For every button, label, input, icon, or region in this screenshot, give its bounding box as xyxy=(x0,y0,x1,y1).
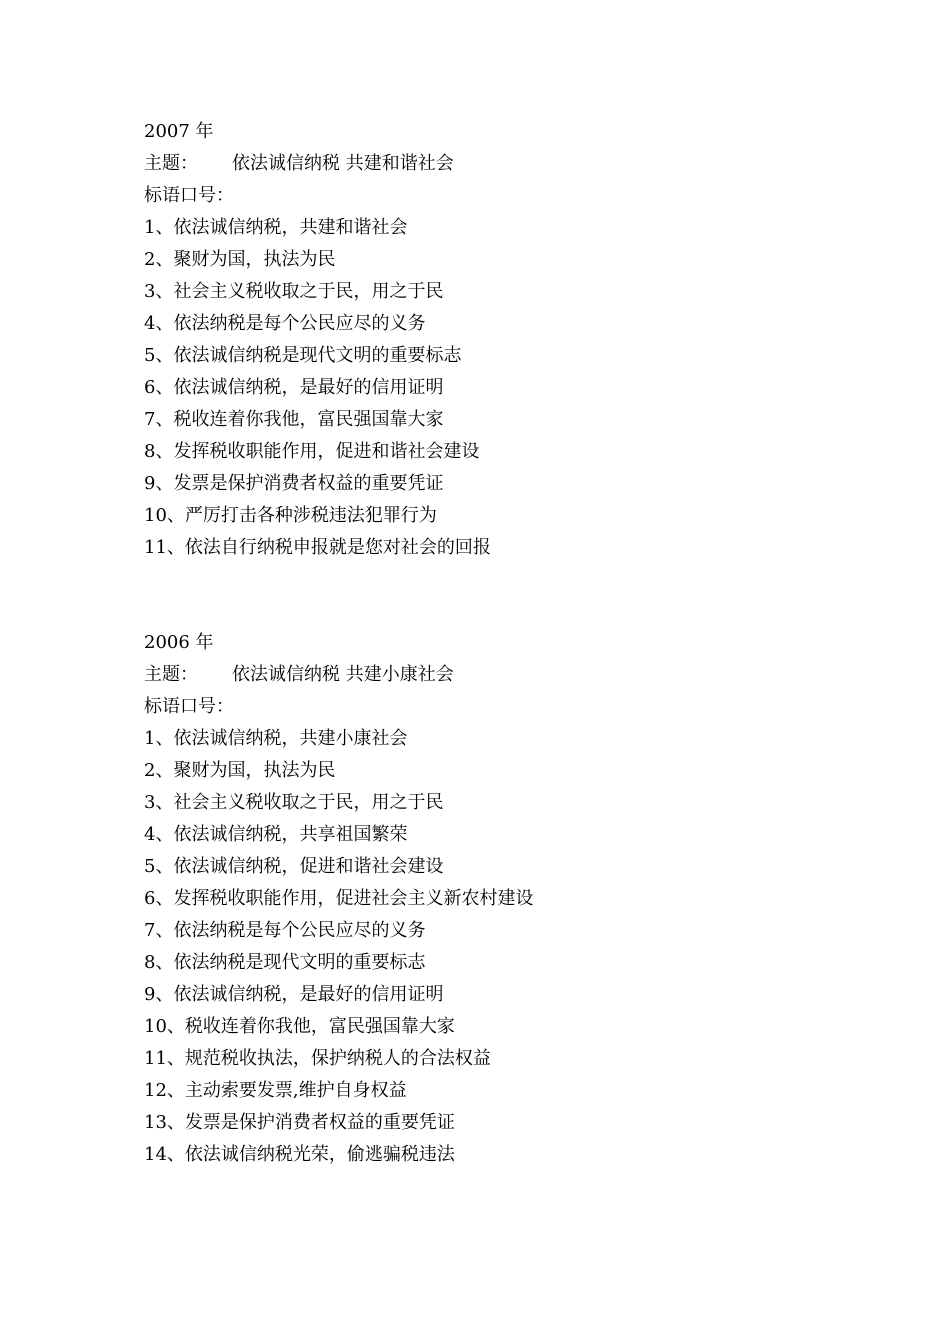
theme-label: 主题： xyxy=(144,153,198,174)
slogan-item: 3、社会主义税收取之于民，用之于民 xyxy=(144,792,444,813)
slogan-item: 6、依法诚信纳税，是最好的信用证明 xyxy=(144,377,444,398)
slogan-item: 11、规范税收执法，保护纳税人的合法权益 xyxy=(144,1048,491,1069)
slogan-item: 3、社会主义税收取之于民，用之于民 xyxy=(144,281,444,302)
slogan-item: 7、依法纳税是每个公民应尽的义务 xyxy=(144,920,426,941)
slogan-list xyxy=(144,723,844,1171)
slogan-item: 10、严厉打击各种涉税违法犯罪行为 xyxy=(144,505,437,526)
slogan-item: 1、依法诚信纳税，共建和谐社会 xyxy=(144,217,408,238)
slogan-item: 7、税收连着你我他，富民强国靠大家 xyxy=(144,409,444,430)
slogan-item: 8、发挥税收职能作用，促进和谐社会建设 xyxy=(144,441,480,462)
slogan-item: 10、税收连着你我他，富民强国靠大家 xyxy=(144,1016,455,1037)
year-heading: 2006 年 xyxy=(144,632,214,653)
theme-line xyxy=(144,659,844,691)
slogan-item: 5、依法诚信纳税，促进和谐社会建设 xyxy=(144,856,444,877)
slogan-item: 11、依法自行纳税申报就是您对社会的回报 xyxy=(144,537,491,558)
theme-text: 依法诚信纳税 共建小康社会 xyxy=(232,664,454,685)
slogan-item: 9、发票是保护消费者权益的重要凭证 xyxy=(144,473,444,494)
slogan-item: 12、主动索要发票,维护自身权益 xyxy=(144,1080,407,1101)
section-2006 xyxy=(144,627,844,1171)
slogan-list xyxy=(144,212,844,564)
slogan-item: 4、依法诚信纳税，共享祖国繁荣 xyxy=(144,824,408,845)
theme-text: 依法诚信纳税 共建和谐社会 xyxy=(232,153,454,174)
slogan-item: 13、发票是保护消费者权益的重要凭证 xyxy=(144,1112,455,1133)
slogan-item: 9、依法诚信纳税，是最好的信用证明 xyxy=(144,984,444,1005)
slogan-item: 2、聚财为国，执法为民 xyxy=(144,760,336,781)
theme-line xyxy=(144,148,844,180)
slogans-label: 标语口号： xyxy=(144,185,234,206)
theme-label: 主题： xyxy=(144,664,198,685)
slogan-item: 4、依法纳税是每个公民应尽的义务 xyxy=(144,313,426,334)
slogan-item: 6、发挥税收职能作用，促进社会主义新农村建设 xyxy=(144,888,534,909)
slogan-item: 14、依法诚信纳税光荣，偷逃骗税违法 xyxy=(144,1144,455,1165)
slogan-item: 1、依法诚信纳税，共建小康社会 xyxy=(144,728,408,749)
slogan-item: 2、聚财为国，执法为民 xyxy=(144,249,336,270)
year-heading: 2007 年 xyxy=(144,121,214,142)
section-2007 xyxy=(144,116,844,564)
slogan-item: 8、依法纳税是现代文明的重要标志 xyxy=(144,952,426,973)
slogan-item: 5、依法诚信纳税是现代文明的重要标志 xyxy=(144,345,462,366)
slogans-label: 标语口号： xyxy=(144,696,234,717)
